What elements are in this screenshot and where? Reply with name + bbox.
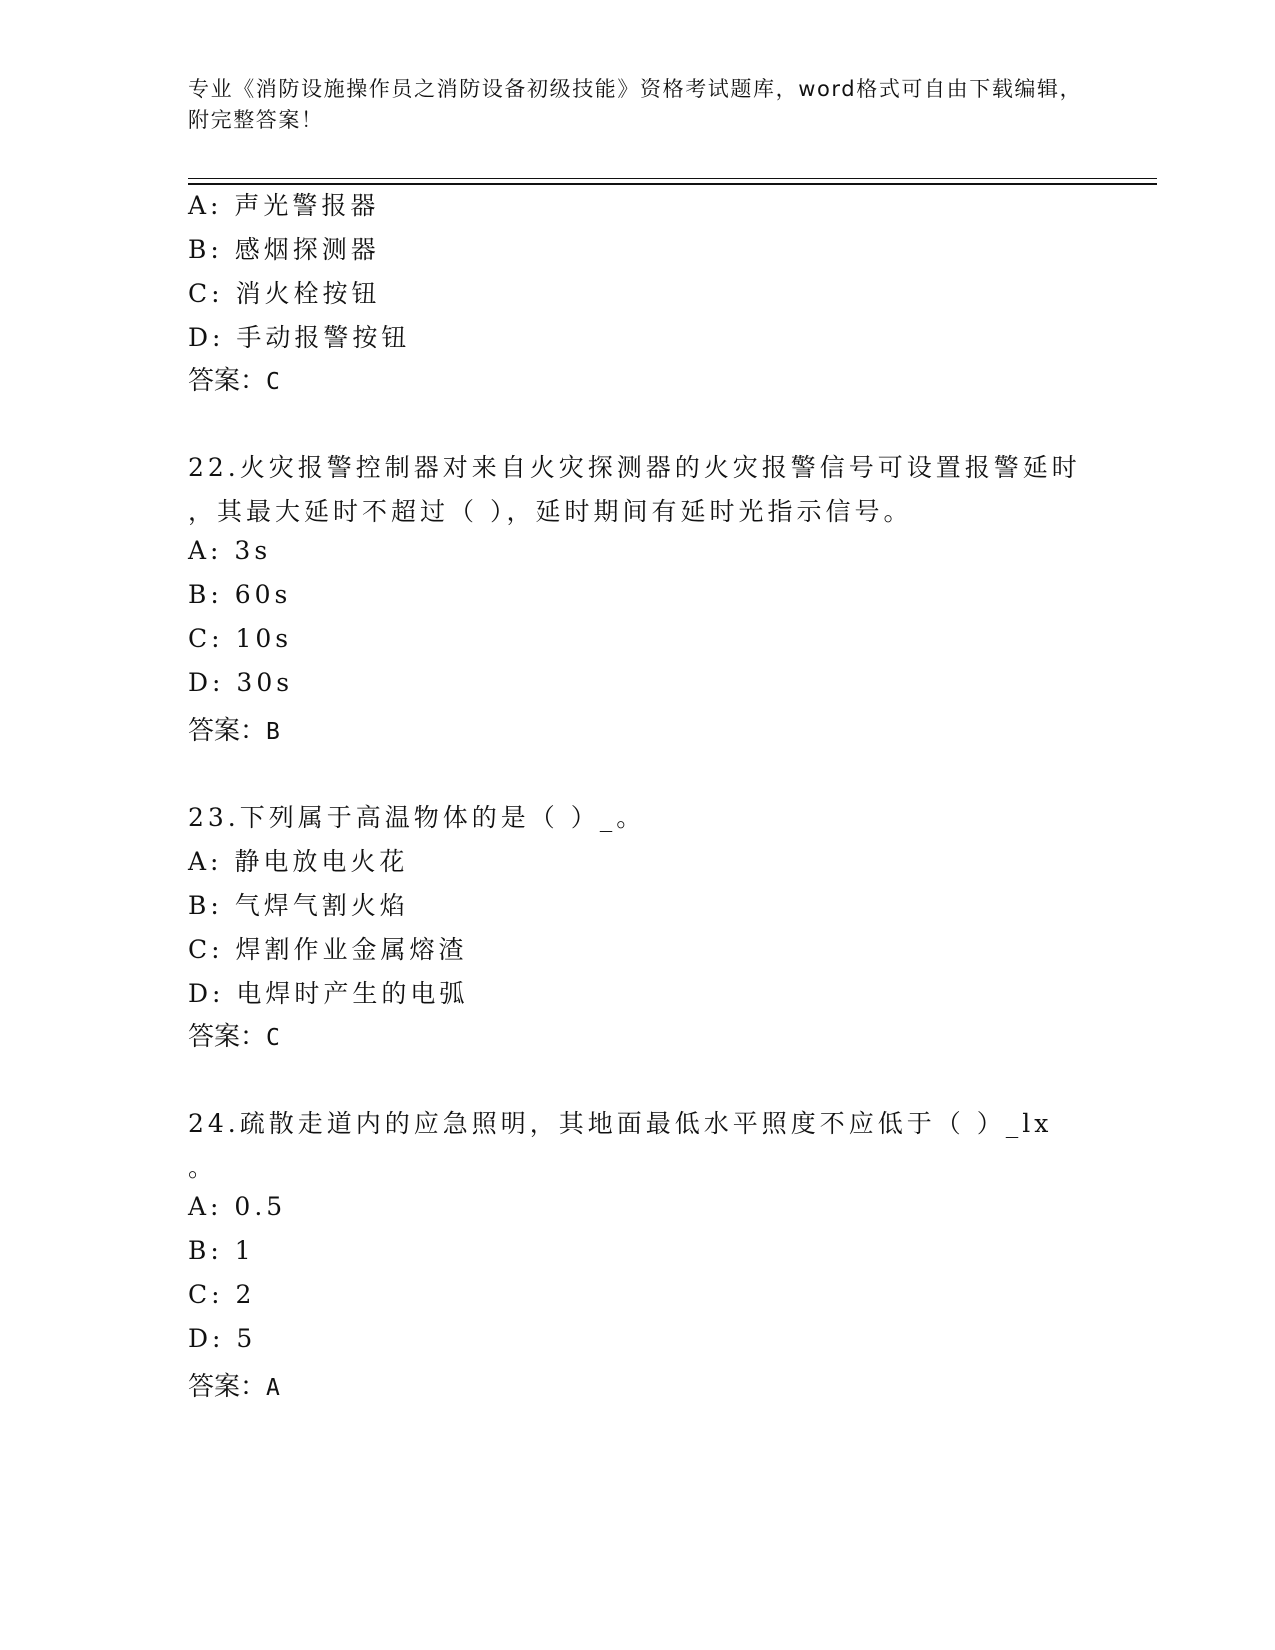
answer-value: B [266, 719, 280, 745]
q23-option-a: A: 静电放电火花 [188, 847, 409, 876]
answer-label: 答案： [188, 716, 267, 746]
q23-option-c: C: 焊割作业金属熔渣 [188, 935, 468, 964]
q22-answer [188, 710, 280, 747]
q21-answer [188, 360, 280, 397]
header-divider-thick [188, 183, 1157, 185]
q21-option-d: D: 手动报警按钮 [188, 323, 411, 352]
q23-answer [188, 1016, 280, 1053]
q21-option-c: C: 消火栓按钮 [188, 279, 381, 308]
q22-stem-line2: ，其最大延时不超过（ ），延时期间有延时光指示信号。 [188, 497, 913, 526]
q23-option-b: B: 气焊气割火焰 [188, 891, 409, 920]
q22-option-c: C: 10s [188, 624, 293, 653]
q22-option-d: D: 30s [188, 668, 294, 697]
q23-option-d: D: 电焊时产生的电弧 [188, 979, 469, 1008]
answer-value: C [266, 1025, 280, 1051]
q24-option-c: C: 2 [188, 1280, 256, 1309]
answer-label: 答案： [188, 1022, 267, 1052]
answer-label: 答案： [188, 366, 267, 396]
answer-value: A [266, 1375, 280, 1401]
q24-option-b: B: 1 [188, 1236, 255, 1265]
q21-option-b: B: 感烟探测器 [188, 235, 380, 264]
q24-option-d: D: 5 [188, 1324, 257, 1353]
q24-option-a: A: 0.5 [188, 1192, 287, 1221]
q21-option-a: A: 声光警报器 [188, 191, 380, 220]
answer-label: 答案： [188, 1372, 267, 1402]
q24-answer [188, 1366, 280, 1403]
answer-value: C [266, 369, 280, 395]
q24-stem-line2: 。 [188, 1153, 218, 1182]
q22-option-a: A: 3s [188, 536, 272, 565]
q22-stem-line1: 22.火灾报警控制器对来自火灾探测器的火灾报警信号可设置报警延时 [188, 453, 1081, 482]
document-header: 专业《消防设施操作员之消防设备初级技能》资格考试题库，word格式可自由下载编辑，附完整答案！ [188, 77, 1083, 132]
q24-stem-line1: 24.疏散走道内的应急照明，其地面最低水平照度不应低于（ ）_lx [188, 1109, 1053, 1138]
q23-stem: 23.下列属于高温物体的是（ ）_。 [188, 803, 646, 832]
q22-option-b: B: 60s [188, 580, 292, 609]
header-divider-thin [188, 178, 1157, 179]
